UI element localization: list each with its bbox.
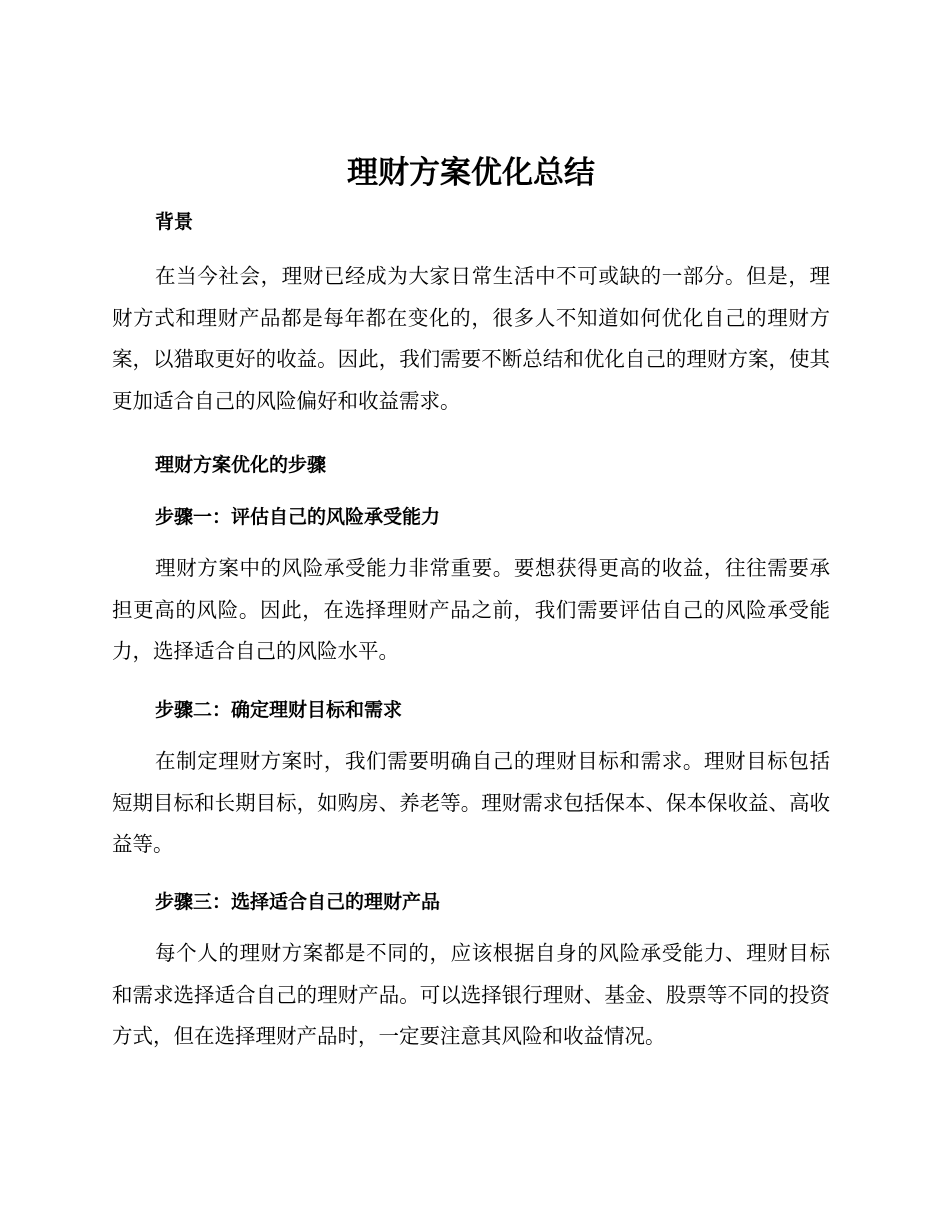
step-heading-1: 步骤一：评估自己的风险承受能力 bbox=[155, 505, 441, 528]
paragraph-step-2: 在制定理财方案时，我们需要明确自己的理财目标和需求。理财目标包括短期目标和长期目标，如购房、养老等。理财需求包括保本、保本保收益、高收益等。 bbox=[112, 748, 830, 857]
step-heading-3: 步骤三：选择适合自己的理财产品 bbox=[155, 891, 441, 914]
document-body bbox=[112, 150, 830, 1058]
section-heading-background: 背景 bbox=[155, 211, 194, 233]
paragraph-background: 在当今社会，理财已经成为大家日常生活中不可或缺的一部分。但是，理财方式和理财产品都是每年都在变化的，很多人不知道如何优化自己的理财方案，以猎取更好的收益。因此，我们需要不断总结和优化自己的理财方案，使其更加适合自己的风险偏好和收益需求。 bbox=[112, 264, 830, 414]
paragraph-step-1: 理财方案中的风险承受能力非常重要。要想获得更高的收益，往往需要承担更高的风险。因此，在选择理财产品之前，我们需要评估自己的风险承受能力，选择适合自己的风险水平。 bbox=[112, 555, 830, 664]
section-heading-optimization-steps: 理财方案优化的步骤 bbox=[155, 453, 327, 476]
document-title: 理财方案优化总结 bbox=[347, 155, 595, 191]
step-heading-2: 步骤二：确定理财目标和需求 bbox=[155, 698, 403, 721]
paragraph-step-3: 每个人的理财方案都是不同的，应该根据自身的风险承受能力、理财目标和需求选择适合自己的理财产品。可以选择银行理财、基金、股票等不同的投资方式，但在选择理财产品时，一定要注意其风险和收益情况。 bbox=[112, 941, 830, 1049]
